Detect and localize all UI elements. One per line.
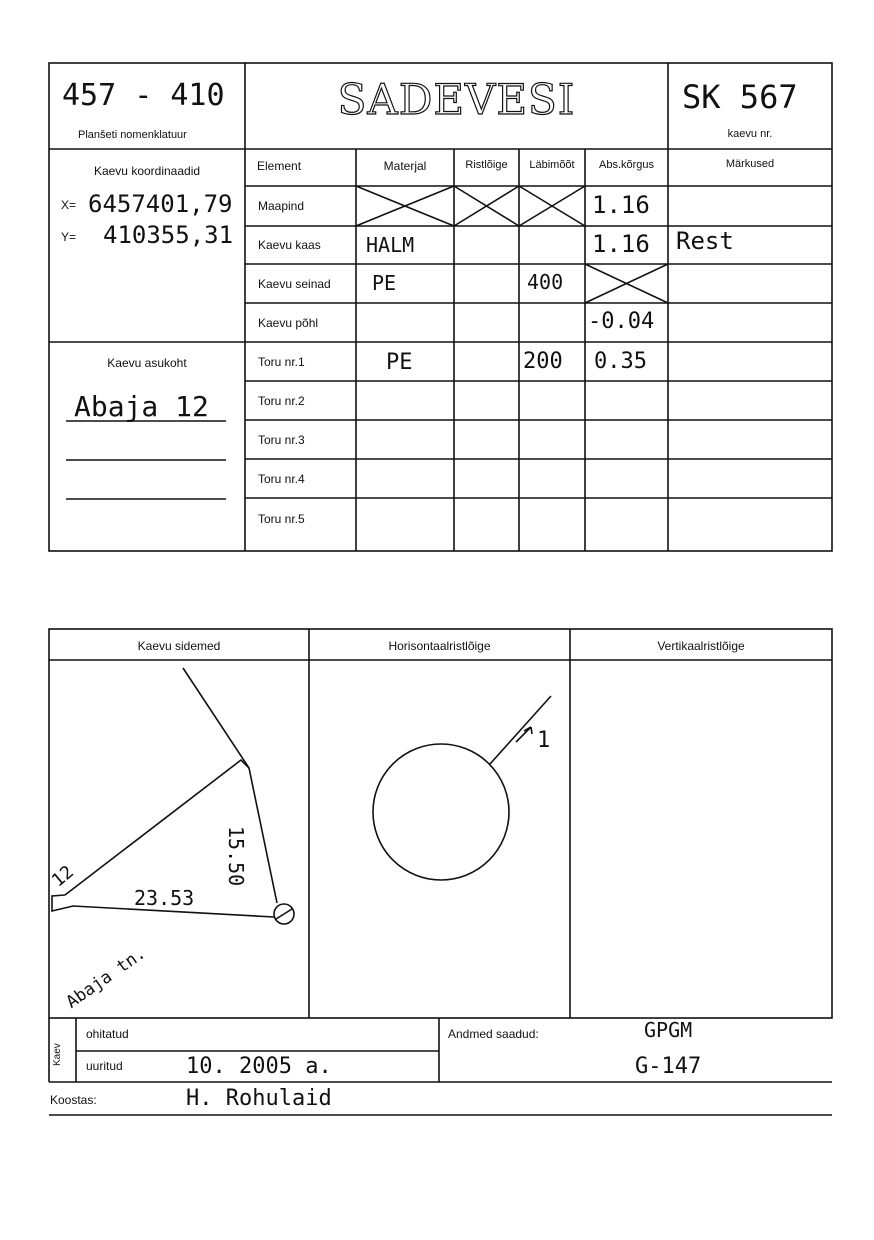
data-source-value: G-147	[635, 1054, 702, 1079]
sketch-header-vertikaal: Vertikaalristlõige	[657, 639, 745, 653]
col-header-labimoot: Läbimõõt	[529, 159, 575, 171]
cell-abs: 0.35	[594, 349, 647, 374]
location-label: Kaevu asukoht	[107, 356, 187, 370]
cell-labimoot: 200	[523, 349, 563, 374]
x-coordinate: 6457401,79	[88, 190, 233, 218]
koostas-value: H. Rohulaid	[186, 1086, 332, 1111]
nomenclature-value: 457 - 410	[62, 78, 225, 113]
location-value: Abaja 12	[74, 390, 209, 423]
cell-materjal: PE	[372, 271, 397, 295]
col-header-markused: Märkused	[725, 158, 775, 170]
dimension-label: 23.53	[134, 886, 195, 910]
cell-materjal: HALM	[366, 233, 415, 257]
row-label: Toru nr.5	[258, 512, 305, 526]
sketch-header-horisontaal: Horisontaalristlõige	[388, 639, 491, 653]
site-sketch	[52, 668, 551, 924]
row-label: Kaevu põhl	[258, 316, 319, 330]
row-label: Toru nr.1	[258, 355, 305, 369]
cell-abs: 1.16	[592, 191, 650, 219]
well-number-value: SK 567	[682, 78, 798, 116]
well-number-label: kaevu nr.	[727, 128, 773, 140]
col-header-element: Element	[257, 159, 302, 173]
x-prefix: X=	[61, 198, 77, 212]
page-title: SADEVESI	[337, 75, 576, 124]
ohitatud-label: ohitatud	[86, 1027, 129, 1041]
row-label: Toru nr.2	[258, 394, 305, 408]
data-source-value: GPGM	[644, 1018, 693, 1042]
uuritud-value: 10. 2005 a.	[186, 1054, 332, 1079]
row-label: Kaevu kaas	[258, 238, 321, 252]
row-label: Kaevu seinad	[258, 277, 331, 291]
y-coordinate: 410355,31	[103, 221, 234, 249]
row-label: Toru nr.4	[258, 472, 305, 486]
row-label: Toru nr.3	[258, 433, 305, 447]
y-prefix: Y=	[61, 230, 77, 244]
cell-abs: 1.16	[592, 230, 650, 258]
cell-materjal: PE	[386, 350, 413, 375]
cell-abs: -0.04	[588, 309, 655, 334]
corner-label: 12	[47, 861, 78, 892]
coordinates-label: Kaevu koordinaadid	[93, 164, 201, 178]
nomenclature-label: Planšeti nomenklatuur	[78, 129, 187, 141]
koostas-label: Koostas:	[50, 1093, 97, 1107]
footer-side-label: Kaev	[52, 1043, 63, 1066]
col-header-materjal: Materjal	[383, 159, 427, 173]
cell-markused: Rest	[676, 227, 734, 255]
dimension-label: 15.50	[224, 826, 248, 887]
uuritud-label: uuritud	[86, 1059, 123, 1073]
pipe-label: 1	[537, 728, 551, 753]
street-label: Abaja tn.	[62, 943, 150, 1013]
data-source-label: Andmed saadud:	[448, 1027, 539, 1041]
col-header-ristloige: Ristlõige	[465, 159, 508, 171]
sketch-header-sidemed: Kaevu sidemed	[137, 639, 221, 653]
col-header-abs: Abs.kõrgus	[598, 159, 655, 171]
cell-labimoot: 400	[527, 270, 564, 294]
row-label: Maapind	[258, 199, 305, 213]
